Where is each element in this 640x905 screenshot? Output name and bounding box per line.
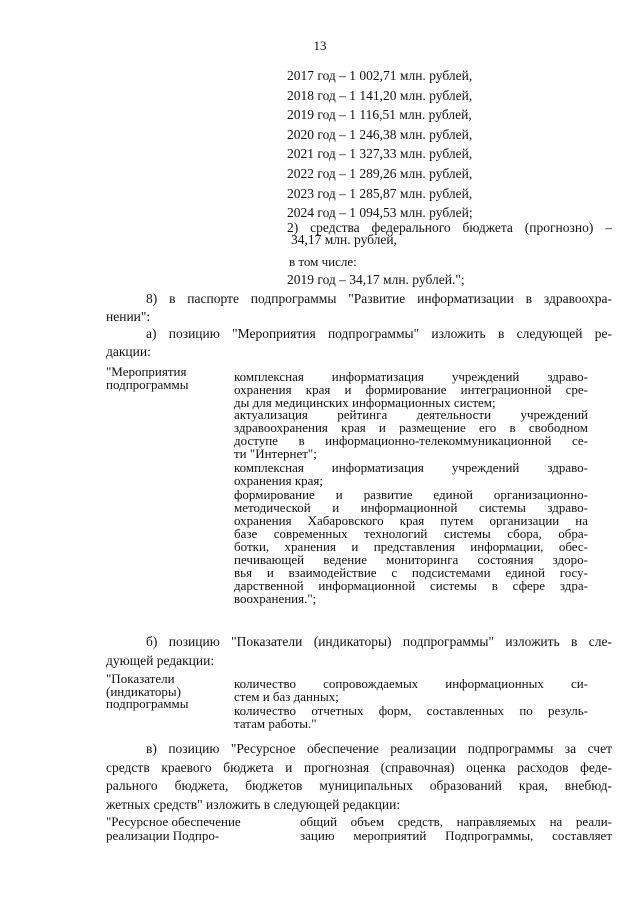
resource-label-line: "Ресурсное обеспечение	[106, 814, 241, 829]
indicators-label-line: подпрограммы	[106, 696, 189, 711]
indicator-item	[234, 704, 588, 730]
measure-line: воохранения.";	[234, 591, 317, 606]
measure-line: охранения края и формирование интеграционной сре-	[234, 382, 588, 397]
indicator-line: татам работы."	[234, 716, 317, 731]
budget-year-line: 2022 год – 1 289,26 млн. рублей,	[287, 165, 473, 181]
page-number: 13	[313, 38, 327, 53]
item-v-line: в) позицию "Ресурсное обеспечение реализации подпрограммы за счет	[146, 741, 612, 756]
indicators-label-line: "Показатели	[106, 671, 175, 686]
measure-line: доступе в информационно-телекоммуникационной се-	[234, 433, 588, 448]
indicator-line: стем и баз данных;	[234, 689, 339, 704]
budget-year-line: 2021 год – 1 327,33 млн. рублей,	[287, 146, 473, 162]
measure-item	[234, 408, 588, 460]
federal-budget-amount: 34,17 млн. рублей,	[291, 232, 398, 247]
measure-line: ти "Интернет";	[234, 446, 317, 461]
resource-label-line: реализации Подпро-	[106, 828, 220, 843]
measure-line: ды для медицинских информационных систем;	[234, 395, 496, 410]
measure-item	[234, 461, 588, 487]
measure-line: дарственной информационной системы в сфере здра-	[234, 578, 588, 593]
resource-label	[106, 815, 241, 843]
item-8-paragraph	[106, 290, 612, 308]
measure-line: здравоохранения края и размещение его в свободном	[234, 420, 588, 435]
item-v-line: жетных средств" изложить в следующей редакции:	[106, 796, 401, 812]
measure-line: охранения края;	[234, 473, 323, 488]
measure-item	[234, 488, 588, 605]
measure-item	[234, 370, 588, 409]
indicators-label	[106, 673, 188, 711]
item-v-line: рального бюджета, бюджетов муниципальных образований края, внебюд-	[106, 778, 612, 793]
item-b-line: б) позицию "Показатели (индикаторы) подпрограммы" изложить в сле-	[146, 634, 612, 649]
indicator-line: количество отчетных форм, составленных по резуль-	[234, 703, 588, 718]
measure-line: комплексная информатизация учреждений здраво-	[234, 460, 588, 475]
indicator-item	[234, 677, 588, 703]
item-a-line: а) позицию "Мероприятия подпрограммы" изложить в следующей ре-	[146, 326, 612, 341]
measure-line: вья и взаимодействие с подсистемами единой госу-	[234, 565, 588, 580]
item-8-line: 8) в паспорте подпрограммы "Развитие информатизации в здравоохра-	[146, 291, 612, 306]
measures-label	[106, 366, 188, 391]
resource-text	[300, 815, 612, 843]
resource-text-line: зацию мероприятий Подпрограммы, составляет	[300, 828, 612, 843]
budget-year-line: 2019 год – 1 116,51 млн. рублей,	[287, 107, 472, 123]
budget-year-line: 2018 год – 1 141,20 млн. рублей,	[287, 87, 473, 103]
measure-line: охранения Хабаровского края путем организации на	[234, 513, 588, 528]
federal-budget-item	[287, 222, 612, 246]
item-8-continuation: нении":	[106, 309, 151, 324]
federal-budget-line: 2) средства федерального бюджета (прогнозно) –	[287, 220, 612, 235]
indicators-label-line: (индикаторы)	[106, 683, 181, 699]
budget-year-line: 2024 год – 1 094,53 млн. рублей;	[287, 205, 473, 221]
measure-line: формирование и развитие единой организационно-	[234, 487, 588, 502]
federal-year-2019: 2019 год – 34,17 млн. рублей.";	[287, 272, 465, 287]
measure-line: базе современных технологий системы сбора, обра-	[234, 526, 588, 541]
measure-line: актуализация рейтинга деятельности учреждений	[234, 407, 588, 422]
measures-label-line: подпрограммы	[106, 376, 189, 392]
measures-label-line: "Мероприятия	[106, 364, 187, 379]
including-label: в том числе:	[289, 254, 357, 269]
budget-year-line: 2017 год – 1 002,71 млн. рублей,	[287, 68, 473, 83]
measure-line: печивающей ведение мониторинга состояния здоро-	[234, 552, 588, 567]
item-a-continuation: дакции:	[106, 344, 151, 359]
item-b-paragraph	[106, 633, 612, 651]
budget-years-list	[287, 66, 473, 223]
item-v-line: средств краевого бюджета и прогнозная (справочная) оценка расходов феде-	[106, 759, 612, 775]
resource-text-line: общий объем средств, направляемых на реали-	[300, 814, 612, 829]
measure-line: комплексная информатизация учреждений здраво-	[234, 369, 588, 384]
indicator-line: количество сопровождаемых информационных си-	[234, 676, 588, 691]
budget-year-line: 2023 год – 1 285,87 млн. рублей,	[287, 185, 473, 201]
item-b-continuation: дующей редакции:	[106, 653, 215, 668]
item-v-paragraph	[106, 740, 612, 814]
budget-year-line: 2020 год – 1 246,38 млн. рублей,	[287, 126, 473, 142]
item-a-paragraph	[106, 325, 612, 343]
measure-line: методической и информационной системы здраво-	[234, 500, 588, 515]
measure-line: ботки, хранения и представления информации, обес-	[234, 539, 588, 554]
